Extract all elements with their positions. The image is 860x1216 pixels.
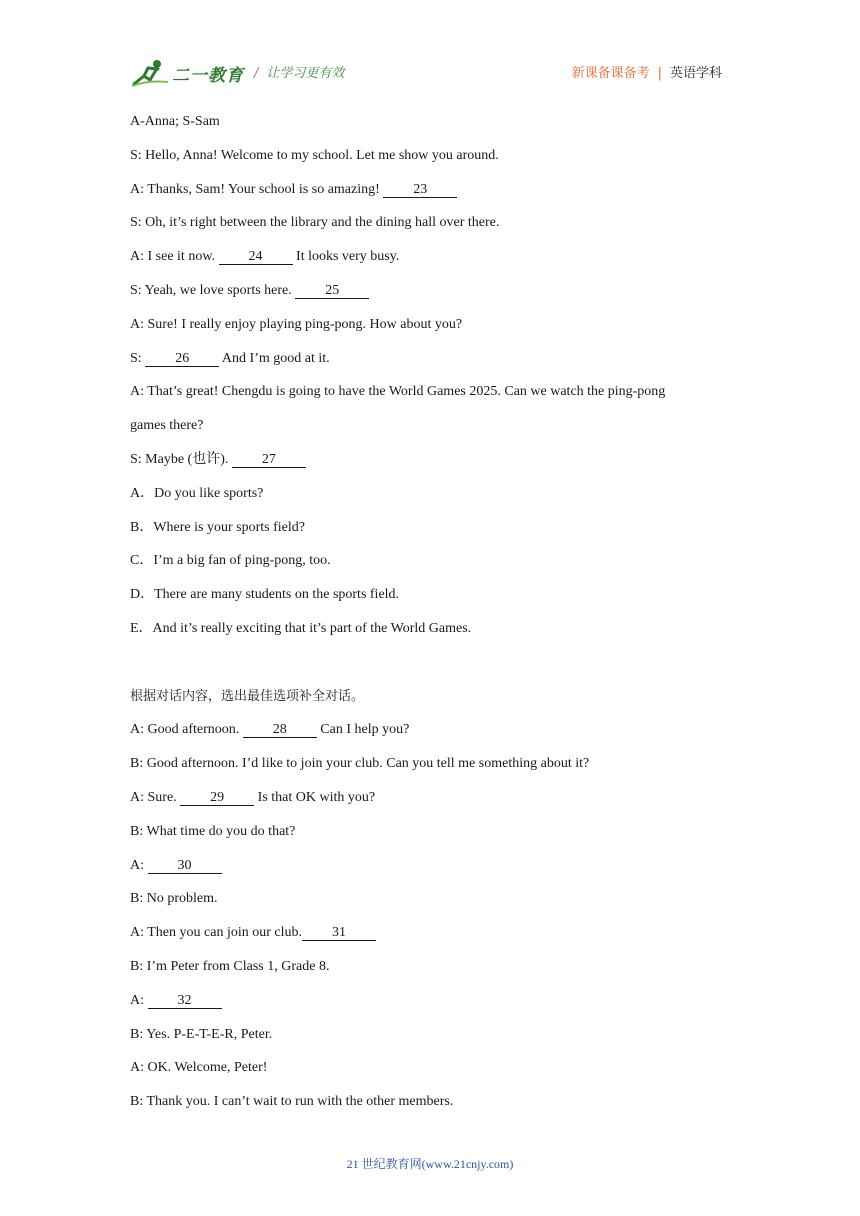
line-text: B: What time do you do that?	[130, 823, 296, 839]
dialogue2-lines	[130, 721, 730, 1127]
slogan-text: 让学习更有效	[266, 66, 345, 81]
line-text: A: OK. Welcome, Peter!	[130, 1060, 268, 1076]
dialogue-line	[130, 958, 730, 992]
line-text-after: It looks very busy.	[292, 249, 400, 265]
runner-logo-icon	[130, 56, 170, 90]
answer-blank: 30	[148, 859, 222, 874]
line-text: S: Oh, it’s right between the library and the dining hall over there.	[130, 215, 500, 231]
line-text: S:	[130, 350, 146, 366]
line-text: A: Sure.	[130, 789, 181, 805]
dialogue-line	[130, 1093, 730, 1127]
dialogue-line	[130, 1059, 730, 1093]
answer-option: D．There are many students on the sports field.	[130, 587, 400, 603]
dialogue-line	[130, 248, 730, 282]
dialogue-line	[130, 857, 730, 891]
dialogue-line	[130, 823, 730, 857]
slogan-slash: /	[254, 66, 259, 81]
line-text-after: Is that OK with you?	[254, 789, 376, 805]
dialogue-line	[130, 282, 730, 316]
page-footer: 21 世纪教育网(www.21cnjy.com)	[346, 1157, 514, 1171]
line-text: A: That’s great! Chengdu is going to have the World Games 2025. Can we watch the ping-pong	[130, 384, 666, 400]
answer-blank: 31	[302, 926, 376, 941]
line-text: A: I see it now.	[130, 249, 219, 265]
header-right	[572, 62, 722, 81]
line-text: B: No problem.	[130, 891, 218, 907]
slogan	[254, 62, 344, 81]
document-body	[130, 113, 730, 1127]
dialogue-line	[130, 789, 730, 823]
answer-option: C．I’m a big fan of ping-pong, too.	[130, 553, 331, 569]
answer-blank: 25	[295, 284, 369, 299]
line-text: S: Yeah, we love sports here.	[130, 282, 296, 298]
logo	[130, 56, 244, 90]
dialogue-line	[130, 924, 730, 958]
line-text: B: Yes. P-E-T-E-R, Peter.	[130, 1026, 273, 1042]
line-text: A:	[130, 857, 148, 873]
answer-option: B．Where is your sports field?	[130, 519, 305, 535]
dialogue1-lines	[130, 147, 730, 485]
line-text: A: Thanks, Sam! Your school is so amazing!	[130, 181, 384, 197]
answer-option: E．And it’s really exciting that it’s part of the World Games.	[130, 620, 472, 636]
dialogue-line	[130, 721, 730, 755]
section-gap	[130, 654, 730, 688]
answer-blank: 23	[383, 183, 457, 198]
line-text: A: Then you can join our club.	[130, 925, 302, 941]
dialogue-line	[130, 350, 730, 384]
line-text: B: Thank you. I can’t wait to run with the other members.	[130, 1094, 454, 1110]
answer-blank: 32	[148, 994, 222, 1009]
dialogue-line	[130, 992, 730, 1026]
header-course-title: 新课备课备考	[571, 66, 650, 81]
answer-blank: 27	[232, 453, 306, 468]
line-text: A: Sure! I really enjoy playing ping-pong. How about you?	[130, 316, 463, 332]
line-text-after: Can I help you?	[316, 722, 410, 738]
dialogue2-instruction: 根据对话内容，选出最佳选项补全对话。	[130, 688, 365, 704]
dialogue-line	[130, 214, 730, 248]
dialogue-line	[130, 890, 730, 924]
header-separator: |	[657, 66, 662, 81]
line-text-after: And I’m good at it.	[219, 350, 330, 366]
header-subject: 英语学科	[669, 66, 722, 81]
line-text: S: Maybe (也许).	[130, 451, 232, 467]
dialogue-line	[130, 181, 730, 215]
answer-blank: 26	[145, 352, 219, 367]
page-header	[130, 56, 730, 92]
dialogue1-roles: A-Anna; S-Sam	[130, 114, 220, 129]
line-text: S: Hello, Anna! Welcome to my school. Let me show you around.	[130, 147, 499, 163]
line-text: A:	[130, 992, 148, 1008]
dialogue-line	[130, 316, 730, 350]
dialogue-line	[130, 451, 730, 485]
answer-blank: 24	[219, 250, 293, 265]
dialogue-line	[130, 755, 730, 789]
line-text: B: I’m Peter from Class 1, Grade 8.	[130, 958, 330, 974]
line-text: B: Good afternoon. I’d like to join your club. Can you tell me something about it?	[130, 756, 590, 772]
dialogue-line	[130, 417, 730, 451]
logo-text: 二一教育	[172, 65, 244, 86]
dialogue-line	[130, 147, 730, 181]
answer-blank: 29	[180, 791, 254, 806]
line-text: A: Good afternoon.	[130, 722, 243, 738]
answer-option: A．Do you like sports?	[130, 485, 264, 501]
answer-blank: 28	[243, 723, 317, 738]
line-text: games there?	[130, 418, 204, 434]
dialogue1-options	[130, 485, 730, 654]
dialogue-line	[130, 383, 730, 417]
dialogue-line	[130, 1026, 730, 1060]
